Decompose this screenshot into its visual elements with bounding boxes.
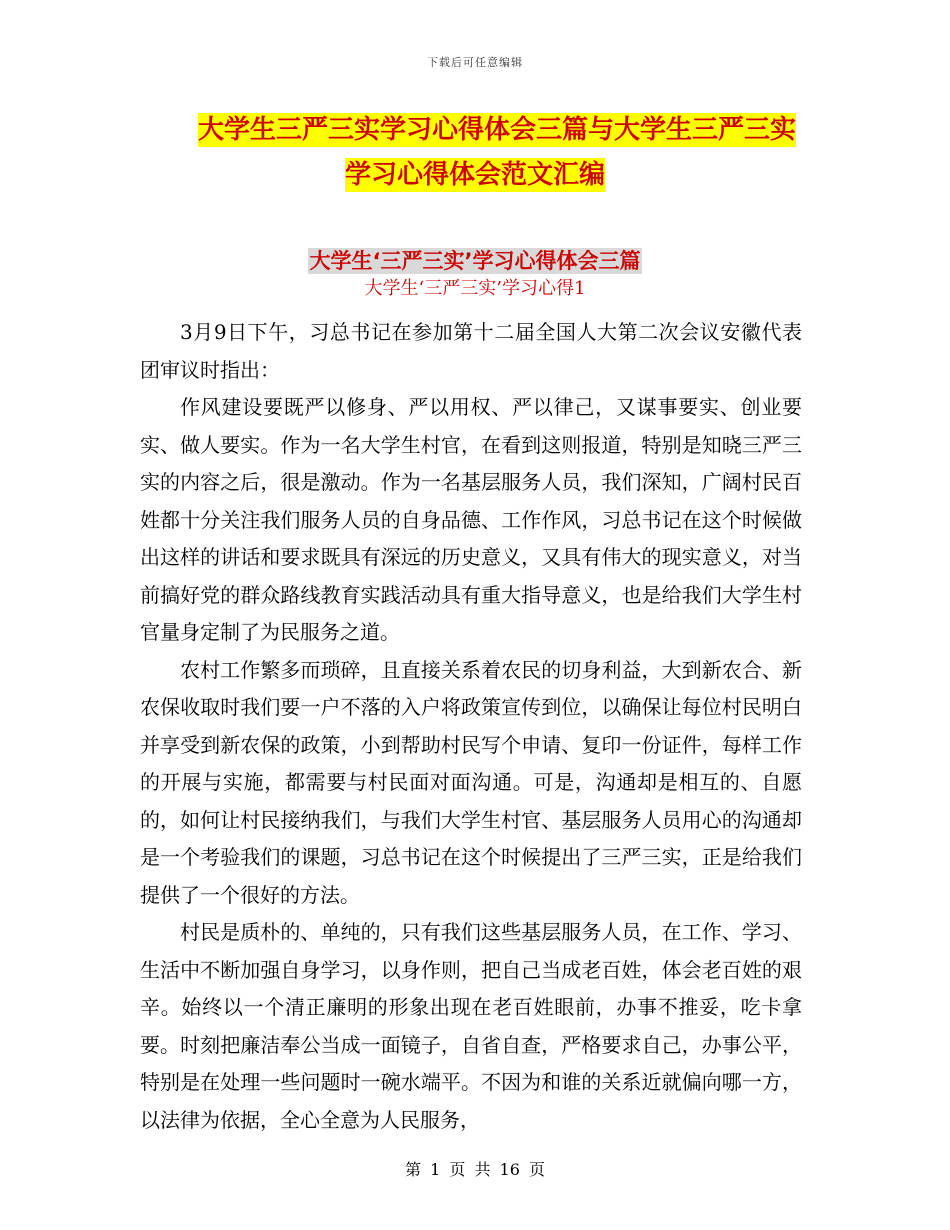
- main-title-line-2: [0, 158, 950, 192]
- header-note: 下载后可任意编辑: [427, 56, 523, 69]
- main-title-line-1: [22, 113, 950, 147]
- paragraph: 作风建设要既严以修身、严以用权、严以律己，又谋事要实、创业要实、做人要实。作为一名大学生村官，在看到这则报道，特别是知晓三严三实的内容之后，很是激动。作为一名基层服务人员，我们深知，广阔村民百姓都十分关注我们服务人员的自身品德、工作作风，习总书记在这个时候做出这样的讲话和要求既具有深远的历史意义，又具有伟大的现实意义，对当前搞好党的群众路线教育实践活动具有重大指导意义，也是给我们大学生村官量身定制了为民服务之道。: [140, 395, 802, 644]
- paragraph: 3月9日下午，习总书记在参加第十二届全国人大第二次会议安徽代表团审议时指出：: [140, 320, 802, 382]
- section-title: [0, 247, 950, 275]
- article-body: [140, 314, 802, 1139]
- page-footer: 第 1 页 共 16 页: [405, 1160, 545, 1179]
- main-title-line-1-text: 大学生三严三实学习心得体会三篇与大学生三严三实: [197, 115, 796, 145]
- main-title-line-2-text: 学习心得体会范文汇编: [344, 160, 605, 190]
- paragraph: 农村工作繁多而琐碎，且直接关系着农民的切身利益，大到新农合、新农保收取时我们要一户不落的入户将政策宣传到位，以确保让每位村民明白并享受到新农保的政策，小到帮助村民写个申请、复印一份证件，每样工作的开展与实施，都需要与村民面对面沟通。可是，沟通却是相互的、自愿的，如何让村民接纳我们，与我们大学生村官、基层服务人员用心的沟通却是一个考验我们的课题，习总书记在这个时候提出了三严三实，正是给我们提供了一个很好的方法。: [140, 657, 802, 907]
- article-title: 大学生‘三严三实’学习心得1: [364, 278, 586, 299]
- section-title-text: 大学生‘三严三实’学习心得体会三篇: [309, 249, 641, 273]
- paragraph: 村民是质朴的、单纯的，只有我们这些基层服务人员，在工作、学习、生活中不断加强自身学习，以身作则，把自己当成老百姓，体会老百姓的艰辛。始终以一个清正廉明的形象出现在老百姓眼前，办事不推妥，吃卡拿要。时刻把廉洁奉公当成一面镜子，自省自查，严格要求自己，办事公平，特别是在处理一些问题时一碗水端平。不因为和谁的关系近就偏向哪一方，以法律为依据，全心全意为人民服务，: [140, 920, 802, 1132]
